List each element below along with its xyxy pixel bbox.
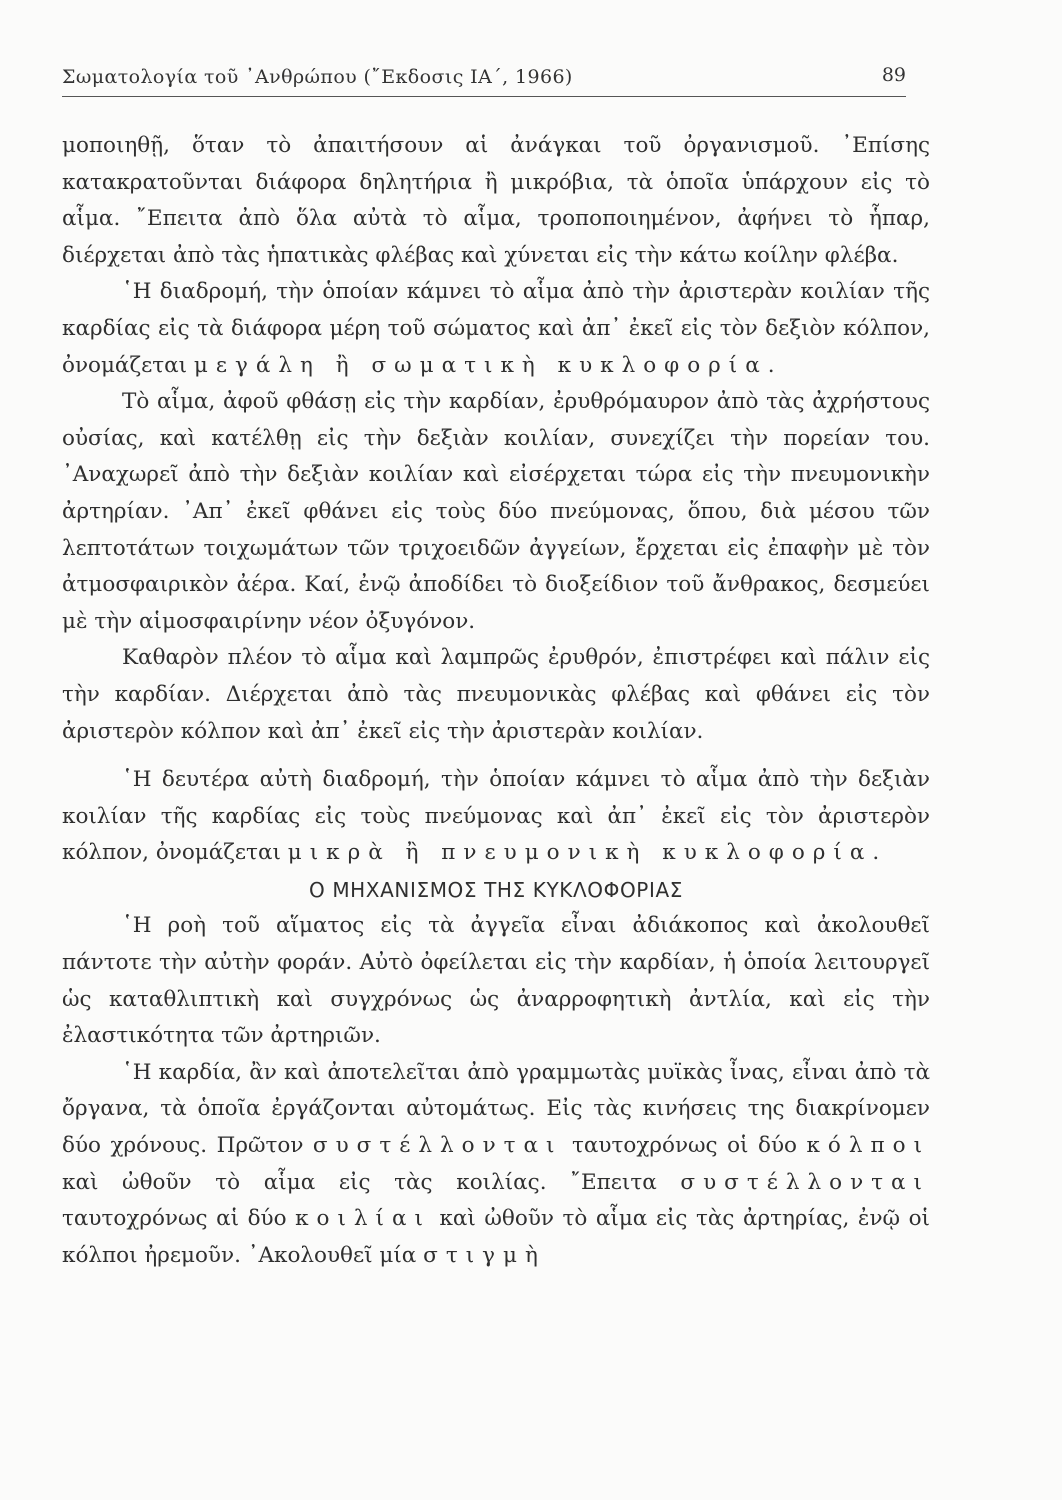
paragraph-7	[62, 1055, 930, 1275]
term-pulmonary-circulation: μικρὰ ἢ πνευμονικὴ κυκλοφορία.	[287, 840, 888, 866]
paragraph-1: μοποιηθῇ, ὅταν τὸ ἀπαιτήσουν αἱ ἀνάγκαι τοῦ ὀργανισμοῦ. ᾿Επίσης κατακρατοῦνται διάφορα δηλητήρια ἢ μικρόβια, τὰ ὁποῖα ὑπάρχουν εἰς τὸ αἷμα. ῎Επειτα ἀπὸ ὅλα αὐτὰ τὸ αἷμα, τροποποιημένον, ἀφήνει τὸ ἧπαρ, διέρχεται ἀπὸ τὰς ἡπατικὰς φλέβας καὶ χύνεται εἰς τὴν κάτω κοίλην φλέβα.	[62, 133, 930, 268]
term-contract-2: συστέλλονται	[680, 1169, 930, 1195]
page-number: 89	[881, 64, 906, 86]
paragraph-6: ῾Η ροὴ τοῦ αἵματος εἰς τὰ ἀγγεῖα εἶναι ἀδιάκοπος καὶ ἀκολουθεῖ πάντοτε τὴν αὐτὴν φοράν. Αὐτὸ ὀφείλεται εἰς τὴν καρδίαν, ἡ ὁποία λειτουργεῖ ὡς καταθλιπτικὴ καὶ συγχρόνως ὡς ἀναρροφητικὴ ἀντλία, καὶ εἰς τὴν ἐλαστικότητα τῶν ἀρτηριῶν.	[62, 913, 930, 1049]
paragraph-7-text-a: ῾Η καρδία, ἂν καὶ ἀποτελεῖται ἀπὸ γραμμωτὰς μυϊκὰς ἶνας, εἶναι ἀπὸ τὰ ὄργανα, τὰ ὁποῖα ἐργάζονται αὐτομάτως. Εἰς τὰς κινήσεις της διακρίνομεν δύο χρόνους. Πρῶτον	[62, 1059, 930, 1159]
running-head: Σωματολογία τοῦ ᾿Ανθρώπου (῎Εκδοσις ΙΑ΄, 1966)	[62, 66, 573, 88]
paragraph-7-text-b: ταυτοχρόνως οἱ δύο	[562, 1133, 807, 1159]
term-atria: κόλποι	[806, 1133, 930, 1159]
paragraph-2	[62, 274, 930, 384]
page-body	[62, 128, 930, 1274]
paragraph-3: Τὸ αἷμα, ἀφοῦ φθάσῃ εἰς τὴν καρδίαν, ἐρυθρόμαυρον ἀπὸ τὰς ἀχρήστους οὐσίας, καὶ κατέλθῃ εἰς τὴν δεξιὰν κοιλίαν, συνεχίζει τὴν πορείαν του. ᾿Αναχωρεῖ ἀπὸ τὴν δεξιὰν κοιλίαν καὶ εἰσέρχεται τώρα εἰς τὴν πνευμονικὴν ἀρτηρίαν. ᾿Απ᾿ ἐκεῖ φθάνει εἰς τοὺς δύο πνεύμονας, ὅπου, διὰ μέσου τῶν λεπτοτάτων τοιχωμάτων τῶν τριχοειδῶν ἀγγείων, ἔρχεται εἰς ἐπαφὴν μὲ τὸν ἀτμοσφαιρικὸν ἀέρα. Καί, ἐνῷ ἀποδίδει τὸ διοξείδιον τοῦ ἄνθρακος, δεσμεύει μὲ τὴν αἱμοσφαιρίνην νέον ὀξυγόνον.	[62, 389, 930, 634]
paragraph-5	[62, 762, 930, 872]
paragraph-4: Καθαρὸν πλέον τὸ αἷμα καὶ λαμπρῶς ἐρυθρόν, ἐπιστρέφει καὶ πάλιν εἰς τὴν καρδίαν. Διέρχεται ἀπὸ τὰς πνευμονικὰς φλέβας καὶ φθάνει εἰς τὸν ἀριστερὸν κόλπον καὶ ἀπ᾿ ἐκεῖ εἰς τὴν ἀριστερὰν κοιλίαν.	[62, 645, 930, 744]
term-ventricles: κοιλίαι	[295, 1206, 431, 1232]
header-rule	[62, 96, 906, 97]
term-contract-1: συστέλλονται	[312, 1133, 563, 1159]
term-moment: στιγμὴ	[423, 1242, 546, 1268]
section-title: Ο ΜΗΧΑΝΙΣΜΟΣ ΤΗΣ ΚΥΚΛΟΦΟΡΙΑΣ	[309, 877, 683, 902]
paragraph-7-text-d: ταυτοχρόνως αἱ δύο	[62, 1206, 296, 1232]
paragraph-7-text-c: καὶ ὠθοῦν τὸ αἷμα εἰς τὰς κοιλίας. ῎Επειτα	[62, 1169, 681, 1195]
paragraph-5-text: ῾Η δευτέρα αὐτὴ διαδρομή, τὴν ὁποίαν κάμνει τὸ αἷμα ἀπὸ τὴν δεξιὰν κοιλίαν τῆς καρδίας εἰς τοὺς πνεύμονας καὶ ἀπ᾿ ἐκεῖ εἰς τὸν ἀριστερὸν κόλπον, ὀνομάζεται	[62, 767, 930, 866]
term-great-circulation: μεγάλη ἢ σωματικὴ κυκλοφορία.	[193, 352, 783, 378]
paragraph-7-text-e: καὶ ὠθοῦν τὸ αἷμα εἰς τὰς ἀρτηρίας, ἐνῷ οἱ κόλποι ἠρεμοῦν. ᾿Ακολουθεῖ μία	[62, 1206, 930, 1268]
paragraph-2-text: ῾Η διαδρομή, τὴν ὁποίαν κάμνει τὸ αἷμα ἀπὸ τὴν ἀριστερὰν κοιλίαν τῆς καρδίας εἰς τὰ διάφορα μέρη τοῦ σώματος καὶ ἀπ᾿ ἐκεῖ εἰς τὸν δεξιὸν κόλπον, ὀνομάζεται	[62, 279, 930, 378]
